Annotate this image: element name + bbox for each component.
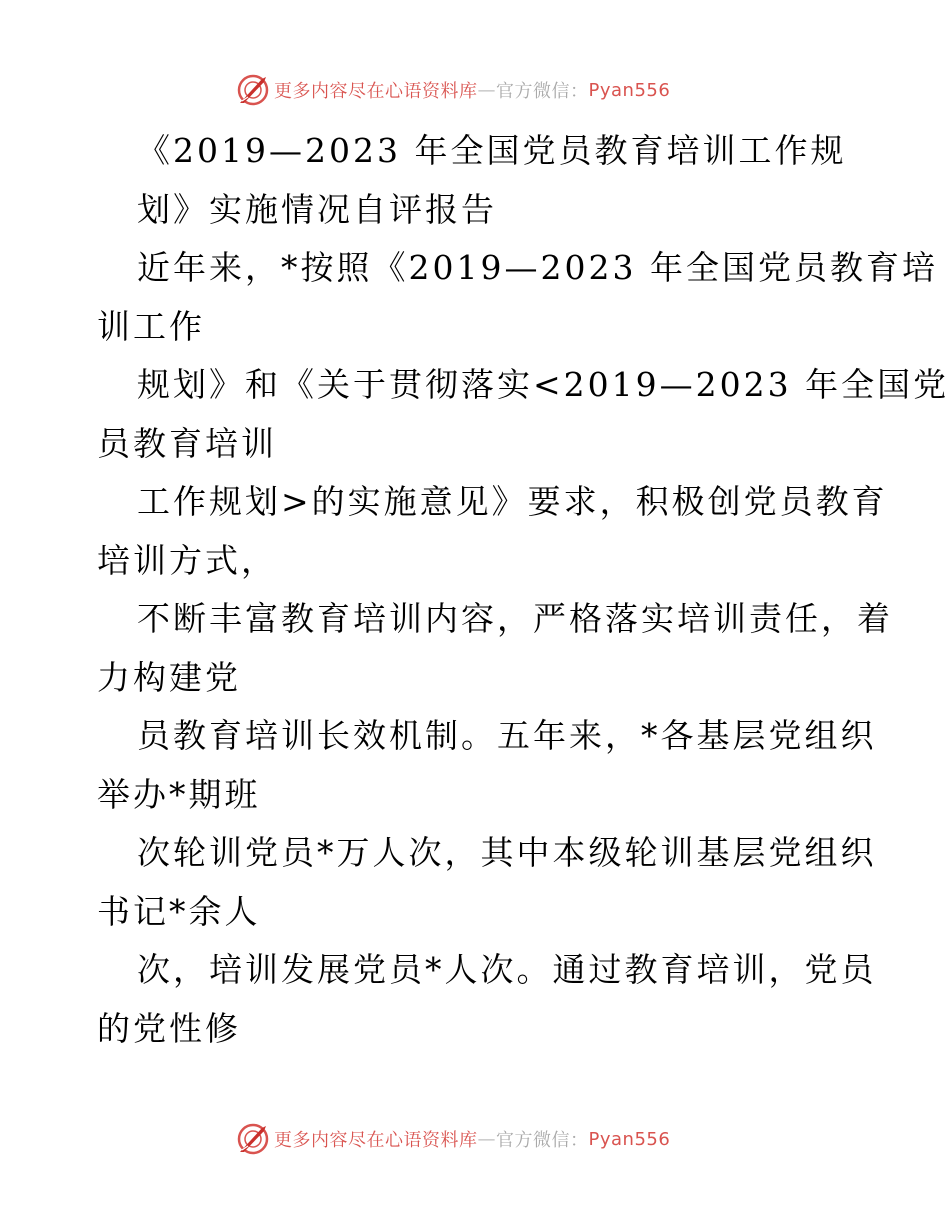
watermark-dash: — — [477, 79, 496, 101]
title-line-2: 划》实施情况自评报告 — [137, 189, 497, 229]
paragraph-line: 培训方式， — [97, 540, 277, 580]
document-body — [97, 122, 950, 1058]
header-watermark — [236, 73, 670, 107]
paragraph-line: 训工作 — [97, 306, 205, 346]
paragraph-line: 书记*余人 — [97, 891, 261, 931]
paragraph-line: 不断丰富教育培训内容，严格落实培训责任，着 — [137, 599, 893, 638]
paragraph-line: 工作规划>的实施意见》要求，积极创党员教育 — [137, 482, 888, 521]
footer-watermark — [236, 1122, 670, 1156]
title-line-1: 《2019—2023 年全国党员教育培训工作规 — [137, 131, 847, 170]
watermark-wechat-id: Pyan556 — [588, 79, 671, 101]
watermark-wechat-id: Pyan556 — [588, 1128, 671, 1150]
paragraph-line: 次轮训党员*万人次，其中本级轮训基层党组织 — [137, 833, 877, 872]
paragraph-line: 规划》和《关于贯彻落实<2019—2023 年全国党 — [137, 365, 950, 404]
watermark-wechat-label: 官方微信： — [496, 1130, 589, 1151]
paragraph-line: 员教育培训长效机制。五年来，*各基层党组织 — [137, 716, 877, 755]
watermark-site-text: 更多内容尽在心语资料库 — [274, 1130, 478, 1151]
quill-seal-icon — [236, 73, 270, 107]
paragraph-line: 次，培训发展党员*人次。通过教育培训，党员 — [137, 950, 877, 989]
watermark-site-text: 更多内容尽在心语资料库 — [274, 81, 478, 102]
paragraph-line: 举办*期班 — [97, 774, 261, 814]
paragraph-line: 员教育培训 — [97, 423, 277, 463]
watermark-dash: — — [477, 1128, 496, 1150]
quill-seal-icon — [236, 1122, 270, 1156]
paragraph-line: 的党性修 — [97, 1008, 241, 1048]
paragraph-line: 近年来，*按照《2019—2023 年全国党员教育培 — [137, 248, 938, 287]
paragraph-line: 力构建党 — [97, 657, 241, 697]
watermark-wechat-label: 官方微信： — [496, 81, 589, 102]
